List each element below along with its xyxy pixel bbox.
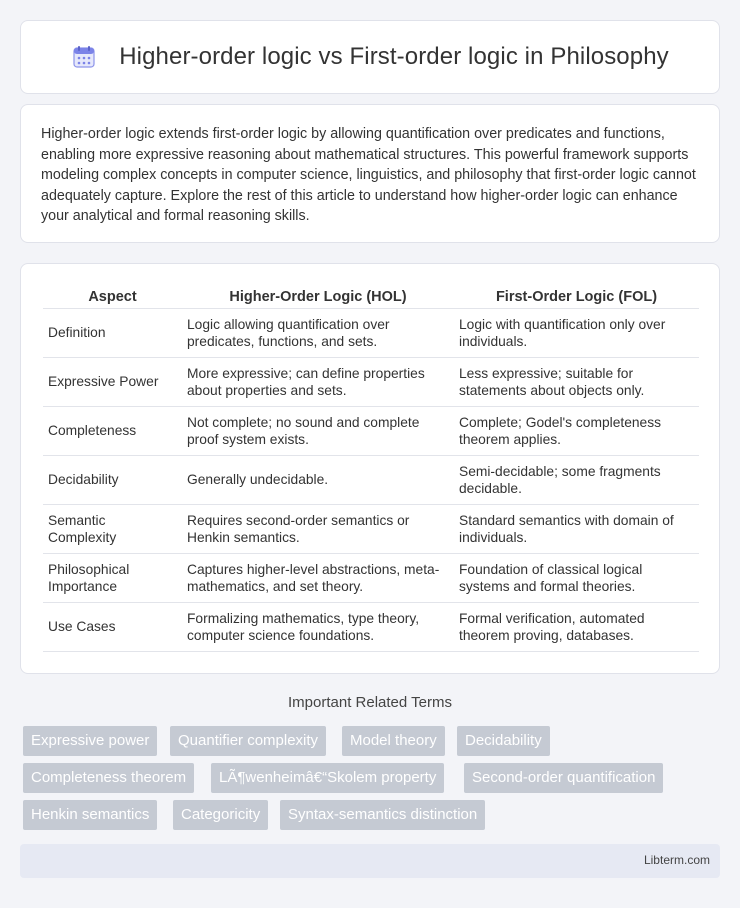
cell-aspect: Decidability [43, 456, 182, 505]
cell-aspect: Philosophical Importance [43, 554, 182, 603]
cell-fol: Foundation of classical logical systems and formal theories. [454, 554, 699, 603]
cell-fol: Standard semantics with domain of individuals. [454, 505, 699, 554]
header-hol: Higher-Order Logic (HOL) [182, 286, 454, 309]
table-row [43, 505, 699, 554]
cell-fol: Logic with quantification only over individuals. [454, 309, 699, 358]
tag-henkin-semantics[interactable]: Henkin semantics [23, 800, 157, 830]
cell-aspect: Semantic Complexity [43, 505, 182, 554]
cell-hol: Requires second-order semantics or Henkin semantics. [182, 505, 454, 554]
cell-hol: Not complete; no sound and complete proof system exists. [182, 407, 454, 456]
comparison-table-card [20, 263, 720, 674]
table-row [43, 554, 699, 603]
cell-hol: Formalizing mathematics, type theory, computer science foundations. [182, 603, 454, 652]
tag-second-order-quantification[interactable]: Second-order quantification [464, 763, 663, 793]
tag-expressive-power[interactable]: Expressive power [23, 726, 157, 756]
cell-fol: Semi-decidable; some fragments decidable. [454, 456, 699, 505]
tag-categoricity[interactable]: Categoricity [173, 800, 268, 830]
calendar-icon [71, 44, 97, 70]
cell-hol: Generally undecidable. [182, 456, 454, 505]
tag-model-theory[interactable]: Model theory [342, 726, 445, 756]
footer-site-link[interactable]: Libterm.com [643, 853, 710, 867]
header-fol: First-Order Logic (FOL) [454, 286, 699, 309]
comparison-table [43, 286, 699, 652]
cell-hol: Logic allowing quantification over predicates, functions, and sets. [182, 309, 454, 358]
table-row [43, 456, 699, 505]
header-aspect: Aspect [43, 286, 182, 309]
cell-hol: Captures higher-level abstractions, meta-mathematics, and set theory. [182, 554, 454, 603]
cell-fol: Less expressive; suitable for statements about objects only. [454, 358, 699, 407]
table-row [43, 603, 699, 652]
tag-lowenheim-skolem-property[interactable]: LÃ¶wenheimâ€“Skolem property [211, 763, 444, 793]
tag-quantifier-complexity[interactable]: Quantifier complexity [170, 726, 326, 756]
intro-card [20, 104, 720, 243]
table-row [43, 358, 699, 407]
table-row [43, 309, 699, 358]
footer [20, 844, 720, 878]
title-card [20, 20, 720, 94]
cell-fol: Complete; Godel's completeness theorem applies. [454, 407, 699, 456]
tag-decidability[interactable]: Decidability [457, 726, 550, 756]
tag-syntax-semantics-distinction[interactable]: Syntax-semantics distinction [280, 800, 485, 830]
related-terms-title: Important Related Terms [288, 694, 452, 711]
cell-aspect: Expressive Power [43, 358, 182, 407]
cell-aspect: Completeness [43, 407, 182, 456]
cell-hol: More expressive; can define properties about properties and sets. [182, 358, 454, 407]
page-title: Higher-order logic vs First-order logic in Philosophy [119, 43, 669, 70]
intro-text: Higher-order logic extends first-order logic by allowing quantification over predicates and functions, enabling more expressive reasoning about mathematical structures. This powerful framework supports modeling complex concepts in computer science, linguistics, and philosophy that first-order logic cannot adequately capture. Explore the rest of this article to understand how higher-order logic can enhance your analytical and formal reasoning skills. [41, 126, 696, 224]
tag-completeness-theorem[interactable]: Completeness theorem [23, 763, 194, 793]
cell-aspect: Use Cases [43, 603, 182, 652]
cell-fol: Formal verification, automated theorem proving, databases. [454, 603, 699, 652]
table-row [43, 407, 699, 456]
cell-aspect: Definition [43, 309, 182, 358]
table-header-row [43, 286, 699, 309]
